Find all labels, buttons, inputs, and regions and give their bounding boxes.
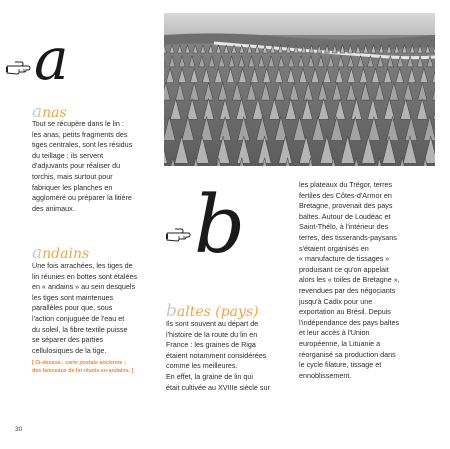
baltes-text: Ils sont souvent au départ de l'histoire de la route du lin en France : les graines de Riga étaient notamment considérées comme les meilleures. En effet, la graine de lin qui était cultivée au XVIIIe siècle sur bbox=[166, 319, 270, 392]
heading-andains-rest: ndains bbox=[42, 246, 90, 262]
heading-anas-initial: a bbox=[32, 102, 43, 122]
heading-baltes bbox=[166, 303, 259, 320]
photo-caption: [ Ci-dessus : carte postale ancienne : des faisceaux de lin réunis en andains. ] bbox=[32, 360, 134, 374]
heading-andains bbox=[32, 245, 89, 262]
andains-text: Une fois arrachées, les tiges de lin réunies en bottes sont étalées en « andains » au sein desquels les tiges sont maintenues parallèles pour que, sous l'action conjuguée de l'eau et du soleil, la fibre textile puisse se séparer des parties cellulosiques de la tige. bbox=[32, 261, 138, 355]
anas-text: Tout se récupère dans le lin : les anas, petits fragments des tiges centrales, sont les résidus du teillage ; ils servent d'adjuvants pour réaliser du torchis, mais surtout pour fabriquer les planches en aggloméré ou préparer la litière des animaux. bbox=[32, 119, 133, 213]
vintage-postcard-photo bbox=[164, 13, 435, 166]
heading-anas-rest: nas bbox=[42, 105, 67, 121]
heading-baltes-rest: altes (pays) bbox=[176, 304, 259, 320]
pointing-hand-icon bbox=[166, 227, 192, 243]
heading-baltes-initial: b bbox=[166, 301, 177, 321]
baltes-continuation-text: les plateaux du Trégor, terres fertiles des Côtes-d'Armor en Bretagne, provenait des pays baltes. Autour de Loudéac et Saint-Thélo, à l'intérieur des terres, des tisserands-paysans s'étaient organisés en « manufacture de tissages » produisant ce qu'on appelait alors les « toiles de Bretagne », revendues par des négociants jusqu'à Cadix pour une exportation au Brésil. Depuis l'indépendance des pays baltes et leur accès à l'Union européenne, la Lituanie a réorganisé sa production dans le cycle filature, tissage et ennoblissement. bbox=[299, 180, 400, 380]
page-number: 30 bbox=[15, 426, 23, 433]
heading-andains-initial: a bbox=[32, 243, 43, 263]
section-letter-b: b bbox=[194, 178, 246, 271]
section-letter-a: a bbox=[34, 25, 69, 93]
pointing-hand-icon bbox=[6, 60, 32, 76]
